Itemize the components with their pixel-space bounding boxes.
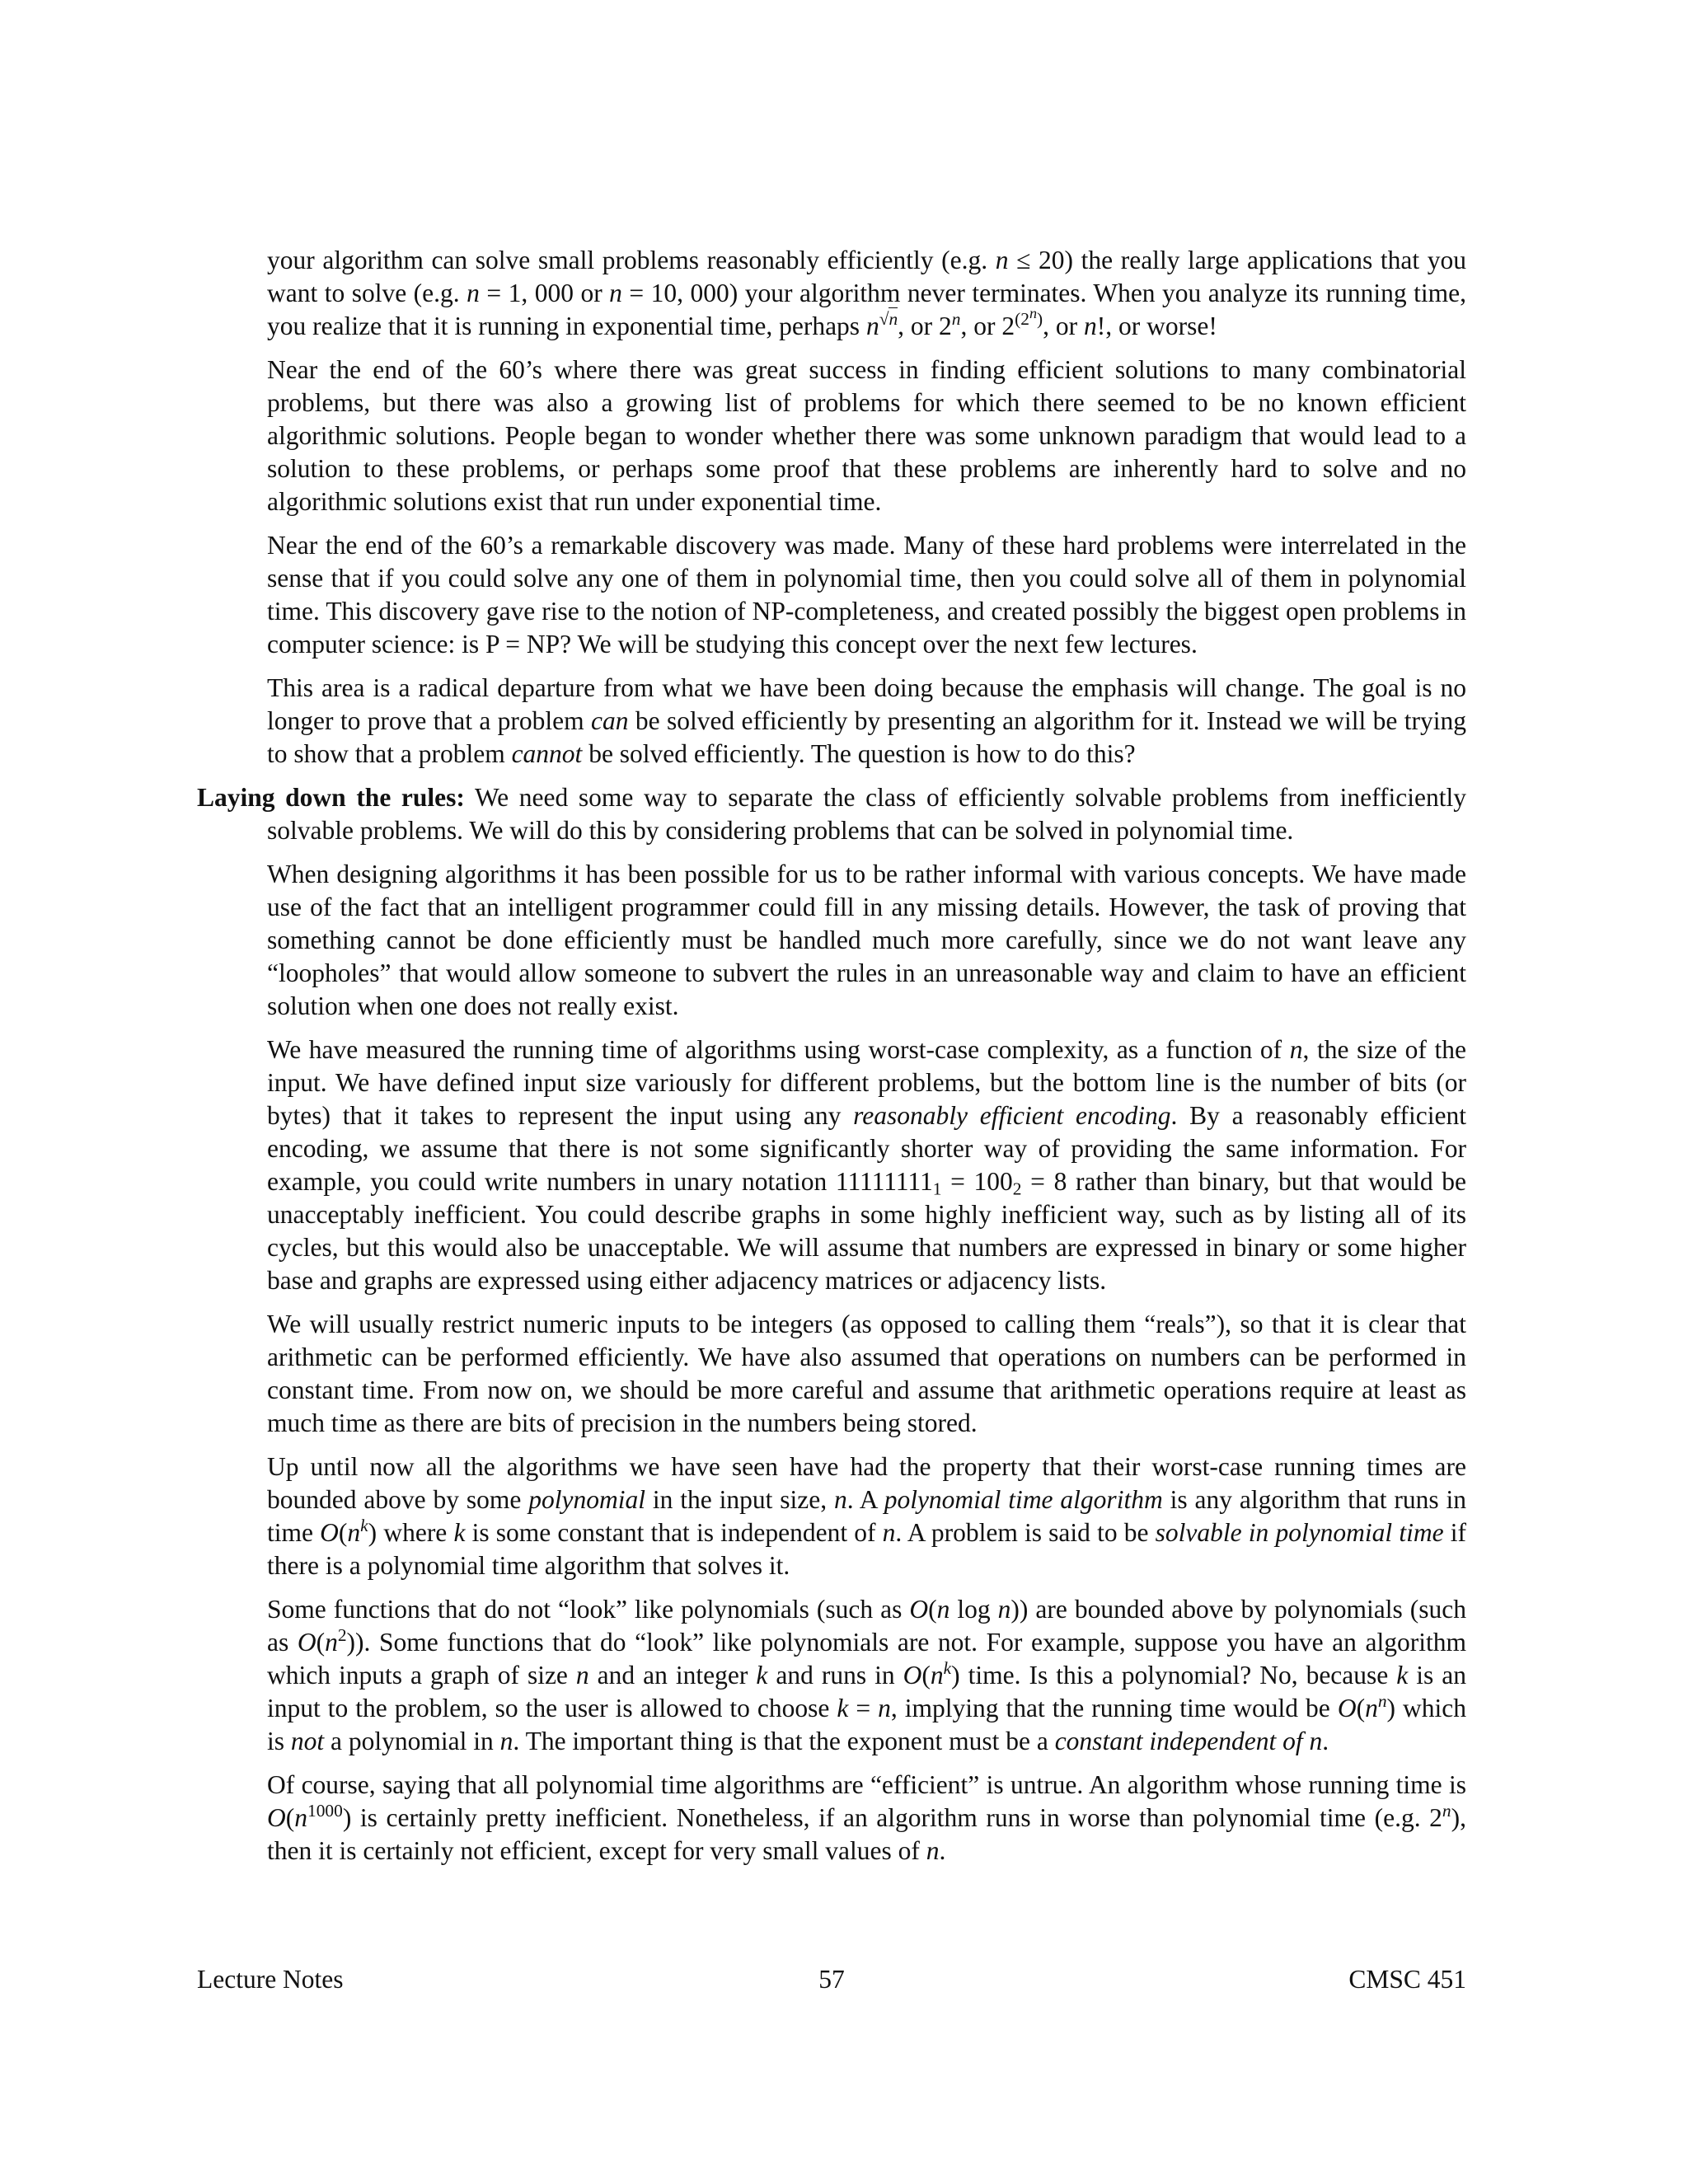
paragraph-informal-concepts: When designing algorithms it has been possible for us to be rather informal with various concepts. We have made use of the fact that an intelligent programmer could fill in any missing details. However, the task of proving that something cannot be done efficiently must be handled much more carefully, since we do not want leave any “loopholes” that would allow someone to subvert the rules in an unreasonable way and claim to have an efficient solution when one does not really exist.: [267, 860, 1466, 1020]
text-span: where: [377, 1518, 454, 1547]
text-span: .: [1322, 1727, 1329, 1755]
math-n: n: [889, 309, 898, 330]
page-body: [197, 244, 1466, 1878]
text-span: a polynomial in: [324, 1727, 500, 1755]
math-equals: =: [479, 279, 509, 307]
text-span: time. Is this a polynomial? No, because: [959, 1661, 1397, 1690]
emphasis-not: not: [290, 1727, 325, 1755]
math-n-exponent: n: [951, 309, 961, 330]
text-span: Up until now all the algorithms we have seen have had the property that their worst-case running times are bounded above by some: [267, 1452, 1466, 1514]
math-O: O: [909, 1595, 929, 1624]
text-span: is some constant that is independent of: [465, 1518, 883, 1547]
text-span: the really large applications that you want to solve (e.g.: [267, 246, 1466, 307]
math-two-exponent: 2: [337, 1625, 347, 1646]
text-span: . A problem is said to be: [895, 1518, 1156, 1547]
math-unary: 11111111: [835, 1167, 933, 1196]
text-span: and runs in: [767, 1661, 903, 1690]
math-k-exponent: k: [943, 1658, 952, 1679]
math-two: 2: [939, 312, 952, 340]
footer-course-code: CMSC 451: [1348, 1965, 1466, 1994]
text-span: , or: [898, 312, 940, 340]
text-span: your algorithm can solve small problems reasonably efficiently (e.g.: [267, 246, 996, 274]
footer-course-label: Lecture Notes: [197, 1965, 344, 1994]
math-factorial: !: [1096, 312, 1106, 340]
math-n: n: [882, 1518, 896, 1547]
math-n: n: [294, 1803, 307, 1832]
text-span: .: [939, 1836, 946, 1865]
math-n: n: [878, 1694, 891, 1722]
math-n: n: [499, 1727, 513, 1755]
math-k: k: [1396, 1661, 1409, 1690]
math-n-exponent: n: [1442, 1801, 1451, 1821]
math-n: n: [347, 1518, 361, 1547]
math-n: n: [997, 1595, 1011, 1624]
text-span: We have measured the running time of algorithms using worst-case complexity, as a function of: [267, 1035, 1290, 1064]
text-span: , the size of the input. We have defined input size variously for different problems, but the bottom line is the number of bits (or bytes) that it takes to represent the input using any: [267, 1035, 1466, 1130]
math-n: n: [865, 312, 879, 340]
text-span: ) are bounded above by polynomials (such as: [267, 1595, 1466, 1657]
math-n-exponent: n: [1377, 1691, 1387, 1712]
math-O: O: [297, 1628, 316, 1657]
math-hundred: 100: [973, 1167, 1013, 1196]
math-10000: 10, 000: [650, 279, 729, 307]
math-O: O: [903, 1661, 922, 1690]
math-n: n: [1309, 1727, 1323, 1755]
math-n: n: [1289, 1035, 1303, 1064]
text-span: , implying that the running time would be: [890, 1694, 1338, 1722]
text-span: We need some way to separate the class of efficiently solvable problems from inefficiently solvable problems. We will do this by considering problems that can be solved in polynomial time.: [267, 783, 1466, 845]
math-n: n: [1365, 1694, 1378, 1722]
emphasis-can: can: [591, 706, 629, 735]
text-span: is any algorithm that runs in time: [267, 1485, 1466, 1547]
paragraph-look-like-polynomials: Some functions that do not “look” like polynomials (such as O(n log n)) are bounded above by polynomials (such as $O(n^2)$). Some functions that do “look” like polynomials are not. For example, suppose you have an algorithm which inputs a graph of size n and an integer k and runs in $O(n^k)$ time. Is this a polynomial? No, because k is an input to the problem, so the user is allowed to choose k = n, implying that the running time would be $O(n^n)$ which is not a polynomial in n. The important thing is that the exponent must be a constant independent of n.: [267, 1595, 1467, 1755]
text-span: . A: [846, 1485, 884, 1514]
paragraph-sixties-search: Near the end of the 60’s where there was great success in finding efficient solutions to many combinatorial problems, but there was also a growing list of problems for which there seemed to be no known efficient algorithmic solutions. People began to wonder whether there was some unknown paradigm that would lead to a solution to these problems, or perhaps some proof that these problems are inherently hard to solve and no algorithmic solutions exist that run under exponential time.: [267, 355, 1466, 516]
paragraph-exponential-time: [267, 244, 1466, 343]
text-span: is an input to the problem, so the user is allowed to choose: [267, 1661, 1466, 1722]
emphasis-cannot: cannot: [511, 739, 583, 768]
math-n: n: [467, 279, 480, 307]
text-span: . By a reasonably efficient encoding, we assume that there is not some significantly shorter way of providing the same information. For example, you could write numbers in unary notation: [267, 1101, 1467, 1196]
emphasis-polynomial: polynomial: [528, 1485, 645, 1514]
text-span: , or: [960, 312, 1002, 340]
math-sqrt-n-exponent: [879, 307, 898, 329]
text-span: ). Some functions that do “look” like polynomials are not. For example, suppose you have an algorithm which inputs a graph of size: [267, 1628, 1466, 1690]
text-span: if there is a polynomial time algorithm that solves it.: [267, 1518, 1466, 1580]
item-laying-down-rules: [197, 781, 1466, 847]
math-equals: =: [848, 1694, 879, 1722]
math-two: 2: [1020, 309, 1029, 330]
text-span: which is: [267, 1694, 1467, 1755]
math-eight: = 8: [1021, 1167, 1067, 1196]
math-le-20: ≤ 20): [1016, 246, 1074, 274]
text-span: This area is a radical departure from what we have been doing because the emphasis will change. The goal is no longer to prove that a problem: [267, 673, 1466, 735]
emphasis-solvable-polynomial: solvable in polynomial time: [1155, 1518, 1444, 1547]
math-O: O: [267, 1803, 286, 1832]
emphasis-efficient-encoding: reasonably efficient encoding: [853, 1101, 1171, 1130]
math-two: 2: [1001, 312, 1015, 340]
math-log: log: [957, 1595, 991, 1624]
math-n: n: [995, 246, 1009, 274]
math-k: k: [756, 1661, 768, 1690]
text-span: is certainly pretty inefficient. Nonetheless, if an algorithm runs in worse than polynomial time (e.g.: [351, 1803, 1430, 1832]
text-span: or: [573, 279, 610, 307]
text-span: be solved efficiently. The question is how to do this?: [582, 739, 1136, 768]
page-number: 57: [818, 1965, 845, 1994]
text-span: ), then it is certainly not efficient, except for very small values of: [267, 1803, 1466, 1865]
text-span: . The important thing is that the exponent must be a: [513, 1727, 1055, 1755]
math-subscript: 1: [932, 1179, 942, 1199]
math-k-exponent: k: [360, 1516, 368, 1536]
math-equals: =: [621, 279, 651, 307]
math-n: n: [1084, 312, 1097, 340]
paragraph-polynomial-time: Up until now all the algorithms we have seen have had the property that their worst-case running times are bounded above by some polynomial in the input size, n. A polynomial time algorithm is any algorithm that runs in time $O(n^k)$ where k is some constant that is independent of n. A problem is said to be solvable in polynomial time if there is a polynomial time algorithm that solves it.: [267, 1452, 1466, 1580]
math-n: n: [834, 1485, 847, 1514]
paragraph-input-size: [267, 1033, 1466, 1297]
math-n: n: [609, 279, 622, 307]
text-span: rather than binary, but that would be unacceptably inefficient. You could describe graphs in some highly inefficient way, such as by listing all of its cycles, but this would also be unacceptable. We will assume that numbers are expressed in binary or some higher base and graphs are expressed using either adjacency matrices or adjacency lists.: [267, 1167, 1467, 1295]
math-k: k: [453, 1518, 466, 1547]
math-n: n: [936, 1595, 950, 1624]
math-n-exponent: n: [1029, 305, 1038, 322]
math-n: n: [575, 1661, 589, 1690]
item-heading: Laying down the rules:: [197, 783, 465, 812]
emphasis-polynomial-time-algorithm: polynomial time algorithm: [884, 1485, 1163, 1514]
math-n: n: [930, 1661, 944, 1690]
math-subscript: 2: [1012, 1179, 1022, 1199]
math-O: O: [320, 1518, 339, 1547]
text-span: be solved efficiently by presenting an algorithm for it. Instead we will be trying to show that a problem: [267, 706, 1466, 768]
text-span: and an integer: [588, 1661, 757, 1690]
math-O: O: [1337, 1694, 1357, 1722]
math-1000: 1, 000: [508, 279, 574, 307]
paragraph-numeric-inputs: We will usually restrict numeric inputs to be integers (as opposed to calling them “reals”), so that it is clear that arithmetic can be performed efficiently. We have also assumed that operations on numbers can be performed in constant time. From now on, we should be more careful and assume that arithmetic operations require at least as much time as there are bits of precision in the numbers being stored.: [267, 1310, 1466, 1437]
text-span: in the input size,: [645, 1485, 835, 1514]
math-double-exponent: (2n): [1015, 305, 1043, 330]
page-footer: [197, 1963, 1466, 1996]
text-span: Some functions that do not “look” like polynomials (such as: [267, 1595, 910, 1624]
text-span: , or: [1043, 312, 1085, 340]
paragraph-efficient-untrue: Of course, saying that all polynomial time algorithms are “efficient” is untrue. An algorithm whose running time is $O(n^{1000})$ is certainly pretty inefficient. Nonetheless, if an algorithm runs in worse than polynomial time (e.g. 2$^n$), then it is certainly not efficient, except for very small values of n.: [267, 1770, 1466, 1865]
sqrt-sign: √: [879, 309, 889, 330]
text-span: ) your algorithm never terminates. When you analyze its running time, you realize that it is running in exponential time, perhaps: [267, 279, 1466, 340]
text-span: Of course, saying that all polynomial time algorithms are “efficient” is untrue. An algorithm whose running time is: [267, 1770, 1466, 1799]
math-1000-exponent: 1000: [307, 1801, 343, 1821]
math-two: 2: [1429, 1803, 1442, 1832]
math-n: n: [325, 1628, 338, 1657]
paragraph-radical-departure: [267, 672, 1466, 771]
math-equals: =: [941, 1167, 974, 1196]
emphasis-constant-independent: constant independent of: [1054, 1727, 1310, 1755]
math-n: n: [926, 1836, 940, 1865]
text-span: , or worse!: [1105, 312, 1217, 340]
math-k: k: [837, 1694, 849, 1722]
paragraph-np-completeness: Near the end of the 60’s a remarkable discovery was made. Many of these hard problems were interrelated in the sense that if you could solve any one of them in polynomial time, then you could solve all of them in polynomial time. This discovery gave rise to the notion of NP-completeness, and created possibly the biggest open problems in computer science: is P = NP? We will be studying this concept over the next few lectures.: [267, 531, 1466, 658]
